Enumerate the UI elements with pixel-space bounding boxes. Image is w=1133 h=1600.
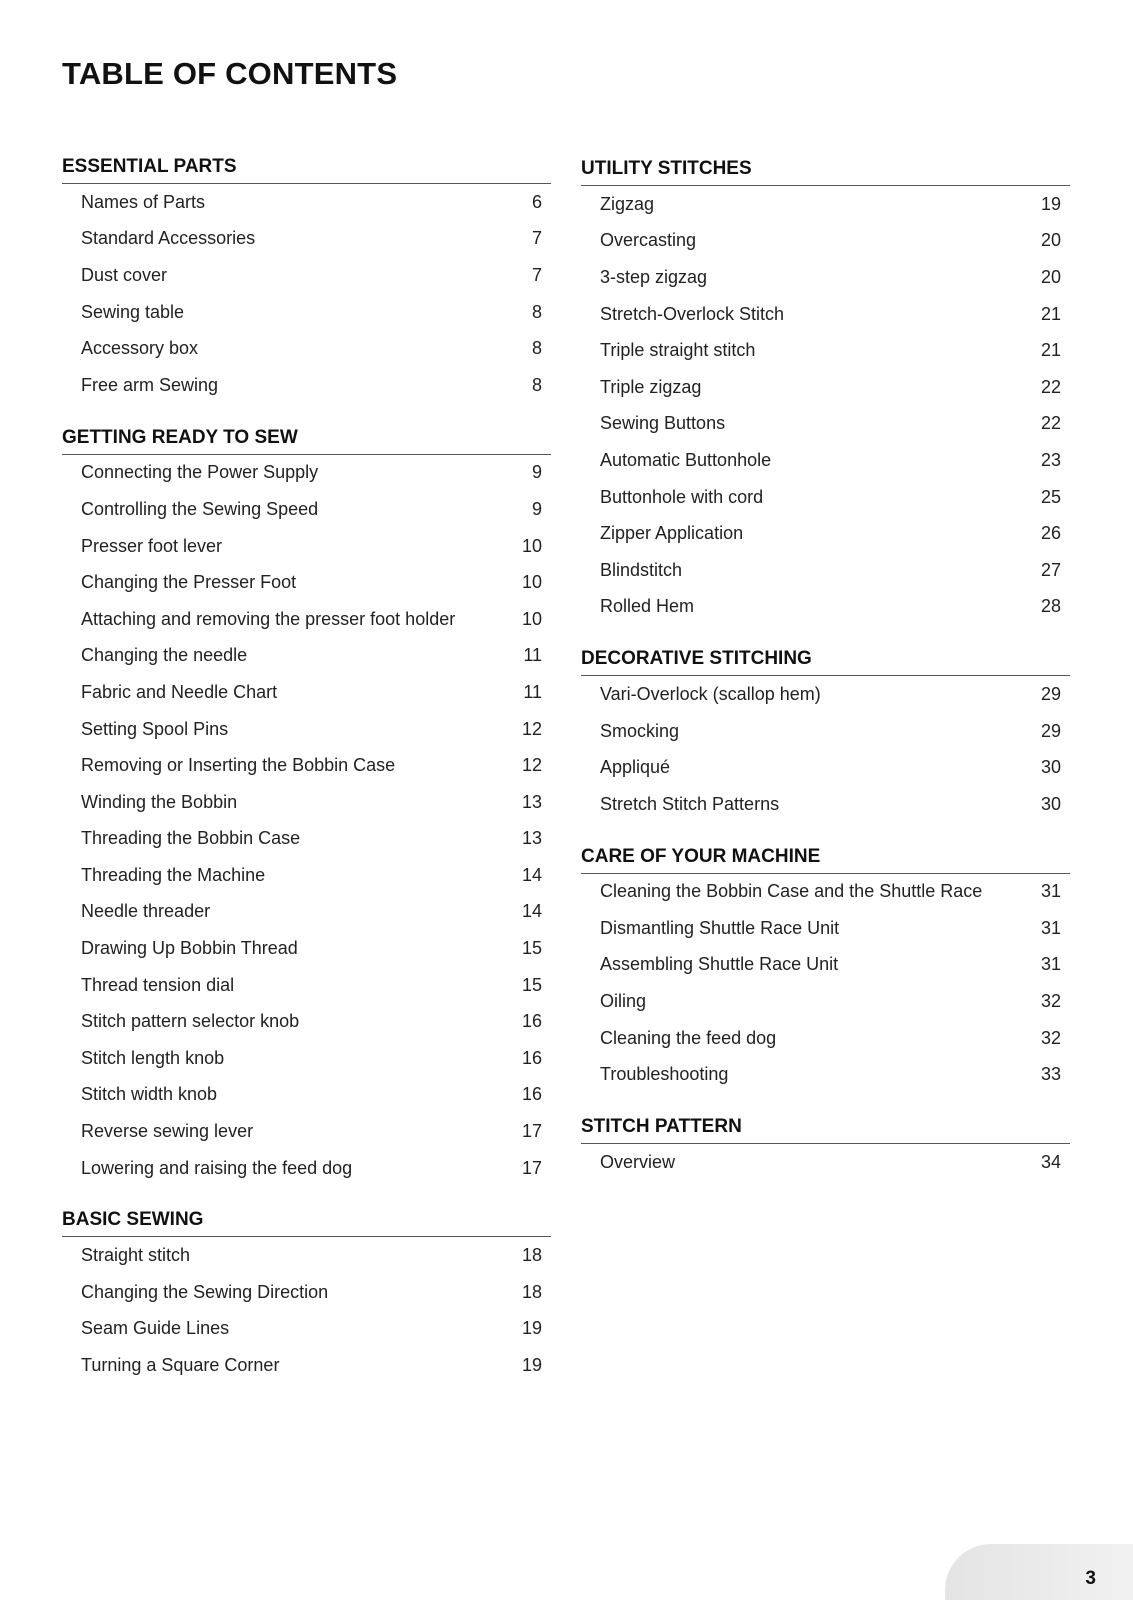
toc-entry-list: [581, 186, 1070, 625]
toc-section-care-of-your-machine: [581, 840, 1070, 1094]
toc-entry-label: Threading the Bobbin Case: [81, 828, 301, 849]
toc-entry-page: 25: [1040, 486, 1061, 507]
toc-entry[interactable]: [62, 294, 551, 331]
toc-entry-page: 26: [1040, 523, 1061, 544]
toc-entry-label: Needle threader: [81, 901, 211, 922]
toc-entry-page: 29: [1040, 720, 1061, 741]
toc-entry-page: 15: [521, 938, 542, 959]
toc-entry-label: Cleaning the feed dog: [600, 1027, 777, 1048]
toc-entry-label: Smocking: [600, 720, 680, 741]
toc-entry-page: 22: [1040, 376, 1061, 397]
toc-entry-page: 21: [1040, 303, 1061, 324]
toc-entry-label: Accessory box: [81, 338, 199, 359]
toc-entry[interactable]: [581, 947, 1070, 984]
toc-entry[interactable]: [62, 857, 551, 894]
toc-entry[interactable]: [62, 455, 551, 492]
toc-entry-page: 33: [1040, 1064, 1061, 1085]
toc-section-decorative-stitching: [581, 642, 1070, 822]
left-column: [62, 150, 551, 1384]
toc-entry-label: 3-step zigzag: [600, 266, 708, 287]
toc-entry[interactable]: [581, 910, 1070, 947]
toc-entry-page: 10: [521, 572, 542, 593]
toc-entry-page: 7: [531, 228, 542, 249]
toc-entry[interactable]: [581, 1144, 1070, 1181]
toc-entry-page: 16: [521, 1084, 542, 1105]
toc-section-utility-stitches: [581, 152, 1070, 625]
toc-entry[interactable]: [581, 983, 1070, 1020]
toc-entry-page: 21: [1040, 340, 1061, 361]
toc-entry-page: 30: [1040, 793, 1061, 814]
toc-entry-page: 30: [1040, 757, 1061, 778]
toc-entry-label: Assembling Shuttle Race Unit: [600, 954, 839, 975]
toc-entry-label: Dust cover: [81, 264, 168, 285]
toc-entry[interactable]: [62, 1311, 551, 1348]
toc-entry-label: Standard Accessories: [81, 228, 256, 249]
toc-entry-page: 34: [1040, 1151, 1061, 1172]
toc-entry-list: [62, 455, 551, 1187]
toc-entry-label: Automatic Buttonhole: [600, 449, 772, 470]
toc-entry-page: 22: [1040, 413, 1061, 434]
toc-entry[interactable]: [581, 786, 1070, 823]
toc-entry[interactable]: [581, 874, 1070, 911]
toc-section-stitch-pattern: [581, 1110, 1070, 1181]
page-number-tab: [945, 1544, 1133, 1600]
toc-entry-label: Controlling the Sewing Speed: [81, 498, 319, 519]
section-heading: ESSENTIAL PARTS: [62, 150, 551, 184]
toc-entry-label: Lowering and raising the feed dog: [81, 1157, 353, 1178]
toc-entry-page: 19: [521, 1355, 542, 1376]
toc-entry[interactable]: [62, 528, 551, 565]
toc-entry-page: 16: [521, 1011, 542, 1032]
toc-entry-label: Names of Parts: [81, 191, 206, 212]
toc-entry-label: Presser foot lever: [81, 535, 223, 556]
toc-entry-label: Vari-Overlock (scallop hem): [600, 683, 821, 704]
toc-entry[interactable]: [581, 1056, 1070, 1093]
toc-entry-label: Setting Spool Pins: [81, 718, 229, 739]
toc-entry-page: 14: [521, 864, 542, 885]
toc-entry-label: Cleaning the Bobbin Case and the Shuttle Race: [600, 881, 983, 902]
toc-entry[interactable]: [62, 601, 551, 638]
toc-entry-label: Stitch length knob: [81, 1047, 225, 1068]
toc-entry[interactable]: [62, 1347, 551, 1384]
toc-entry[interactable]: [581, 296, 1070, 333]
toc-entry[interactable]: [62, 1003, 551, 1040]
toc-entry-label: Free arm Sewing: [81, 374, 219, 395]
toc-entry-label: Rolled Hem: [600, 596, 695, 617]
toc-entry[interactable]: [62, 491, 551, 528]
toc-entry-label: Sewing table: [81, 301, 185, 322]
toc-entry[interactable]: [62, 747, 551, 784]
toc-entry[interactable]: [62, 930, 551, 967]
toc-entry[interactable]: [62, 674, 551, 711]
toc-entry-label: Fabric and Needle Chart: [81, 681, 278, 702]
toc-entry-page: 28: [1040, 596, 1061, 617]
section-heading: BASIC SEWING: [62, 1203, 551, 1237]
toc-entry-page: 8: [531, 338, 542, 359]
toc-entry-page: 13: [521, 828, 542, 849]
toc-entry[interactable]: [62, 367, 551, 404]
toc-entry-page: 20: [1040, 266, 1061, 287]
toc-entry-label: Attaching and removing the presser foot holder: [81, 608, 456, 629]
toc-entry-list: [581, 676, 1070, 822]
toc-section-basic-sewing: [62, 1203, 551, 1383]
toc-entry-list: [62, 1237, 551, 1383]
toc-entry[interactable]: [581, 515, 1070, 552]
toc-entry-page: 23: [1040, 449, 1061, 470]
toc-entry[interactable]: [581, 406, 1070, 443]
toc-entry-label: Straight stitch: [81, 1245, 191, 1266]
toc-entry[interactable]: [62, 1077, 551, 1114]
toc-entry-page: 7: [531, 264, 542, 285]
toc-entry-page: 16: [521, 1047, 542, 1068]
toc-entry[interactable]: [62, 894, 551, 931]
toc-entry-label: Zigzag: [600, 193, 655, 214]
toc-entry-label: Buttonhole with cord: [600, 486, 764, 507]
page-title: TABLE OF CONTENTS: [62, 56, 398, 91]
toc-entry[interactable]: [62, 184, 551, 221]
toc-entry[interactable]: [62, 711, 551, 748]
toc-entry-list: [581, 874, 1070, 1094]
toc-entry-page: 6: [531, 191, 542, 212]
toc-entry[interactable]: [581, 259, 1070, 296]
toc-entry-page: 27: [1040, 559, 1061, 580]
toc-entry-page: 14: [521, 901, 542, 922]
toc-entry[interactable]: [62, 1113, 551, 1150]
toc-entry-label: Stretch-Overlock Stitch: [600, 303, 785, 324]
toc-entry-page: 11: [523, 645, 542, 666]
toc-entry[interactable]: [62, 638, 551, 675]
section-heading: GETTING READY TO SEW: [62, 421, 551, 455]
toc-entry-label: Overcasting: [600, 230, 697, 251]
toc-entry-page: 9: [531, 498, 542, 519]
toc-entry-label: Stretch Stitch Patterns: [600, 793, 780, 814]
toc-entry-label: Appliqué: [600, 757, 671, 778]
toc-entry-label: Thread tension dial: [81, 974, 235, 995]
toc-entry[interactable]: [581, 223, 1070, 260]
toc-entry[interactable]: [581, 1020, 1070, 1057]
toc-entry-label: Changing the needle: [81, 645, 248, 666]
toc-entry-page: 19: [1040, 193, 1061, 214]
toc-entry[interactable]: [581, 332, 1070, 369]
section-heading: DECORATIVE STITCHING: [581, 642, 1070, 676]
toc-entry-page: 10: [521, 535, 542, 556]
toc-entry[interactable]: [581, 186, 1070, 223]
right-column: [581, 152, 1070, 1181]
toc-entry[interactable]: [62, 784, 551, 821]
toc-entry-page: 15: [521, 974, 542, 995]
toc-entry[interactable]: [581, 552, 1070, 589]
toc-entry-page: 12: [521, 755, 542, 776]
toc-entry-label: Zipper Application: [600, 523, 744, 544]
toc-entry[interactable]: [581, 749, 1070, 786]
toc-entry[interactable]: [581, 676, 1070, 713]
toc-entry[interactable]: [581, 589, 1070, 626]
toc-entry-page: 19: [521, 1318, 542, 1339]
toc-entry[interactable]: [581, 442, 1070, 479]
toc-entry[interactable]: [62, 1040, 551, 1077]
toc-entry-page: 8: [531, 374, 542, 395]
toc-entry-label: Reverse sewing lever: [81, 1121, 254, 1142]
toc-entry-label: Turning a Square Corner: [81, 1355, 280, 1376]
toc-entry-page: 31: [1040, 881, 1061, 902]
toc-entry-label: Dismantling Shuttle Race Unit: [600, 917, 840, 938]
toc-entry-label: Stitch pattern selector knob: [81, 1011, 300, 1032]
toc-entry-label: Blindstitch: [600, 559, 683, 580]
toc-entry-label: Triple zigzag: [600, 376, 702, 397]
toc-entry-page: 13: [521, 791, 542, 812]
toc-entry-label: Connecting the Power Supply: [81, 462, 319, 483]
toc-entry[interactable]: [581, 369, 1070, 406]
toc-entry[interactable]: [62, 821, 551, 858]
toc-entry-label: Winding the Bobbin: [81, 791, 238, 812]
toc-entry[interactable]: [62, 257, 551, 294]
toc-entry-page: 31: [1040, 954, 1061, 975]
toc-entry-page: 9: [531, 462, 542, 483]
toc-entry-page: 32: [1040, 1027, 1061, 1048]
toc-entry-label: Stitch width knob: [81, 1084, 218, 1105]
toc-entry-label: Changing the Presser Foot: [81, 572, 297, 593]
toc-entry-label: Troubleshooting: [600, 1064, 729, 1085]
section-heading: CARE OF YOUR MACHINE: [581, 840, 1070, 874]
toc-entry-page: 17: [521, 1157, 542, 1178]
toc-entry[interactable]: [62, 221, 551, 258]
toc-section-essential-parts: [62, 150, 551, 404]
page-number: 3: [1085, 1568, 1096, 1589]
toc-entry[interactable]: [62, 967, 551, 1004]
toc-entry-page: 8: [531, 301, 542, 322]
toc-entry[interactable]: [62, 564, 551, 601]
toc-entry-label: Triple straight stitch: [600, 340, 756, 361]
section-heading: STITCH PATTERN: [581, 1110, 1070, 1144]
toc-entry-label: Removing or Inserting the Bobbin Case: [81, 755, 396, 776]
toc-entry-label: Changing the Sewing Direction: [81, 1281, 329, 1302]
toc-entry-label: Oiling: [600, 991, 647, 1012]
toc-entry-list: [581, 1144, 1070, 1181]
toc-entry[interactable]: [62, 330, 551, 367]
toc-entry-label: Threading the Machine: [81, 864, 266, 885]
toc-entry-list: [62, 184, 551, 404]
toc-entry-page: 11: [523, 681, 542, 702]
toc-entry-page: 32: [1040, 991, 1061, 1012]
toc-entry-page: 18: [521, 1245, 542, 1266]
toc-entry-label: Overview: [600, 1151, 676, 1172]
toc-entry-page: 18: [521, 1281, 542, 1302]
toc-entry[interactable]: [581, 713, 1070, 750]
toc-entry-page: 29: [1040, 683, 1061, 704]
toc-entry-page: 17: [521, 1121, 542, 1142]
toc-entry[interactable]: [62, 1237, 551, 1274]
toc-section-getting-ready-to-sew: [62, 421, 551, 1187]
toc-entry-page: 12: [521, 718, 542, 739]
toc-entry[interactable]: [62, 1150, 551, 1187]
section-heading: UTILITY STITCHES: [581, 152, 1070, 186]
toc-entry-label: Seam Guide Lines: [81, 1318, 230, 1339]
toc-entry-label: Sewing Buttons: [600, 413, 726, 434]
toc-entry-page: 20: [1040, 230, 1061, 251]
toc-entry[interactable]: [62, 1274, 551, 1311]
toc-entry-page: 31: [1040, 917, 1061, 938]
toc-entry-label: Drawing Up Bobbin Thread: [81, 938, 298, 959]
toc-entry-page: 10: [521, 608, 542, 629]
toc-entry[interactable]: [581, 479, 1070, 516]
